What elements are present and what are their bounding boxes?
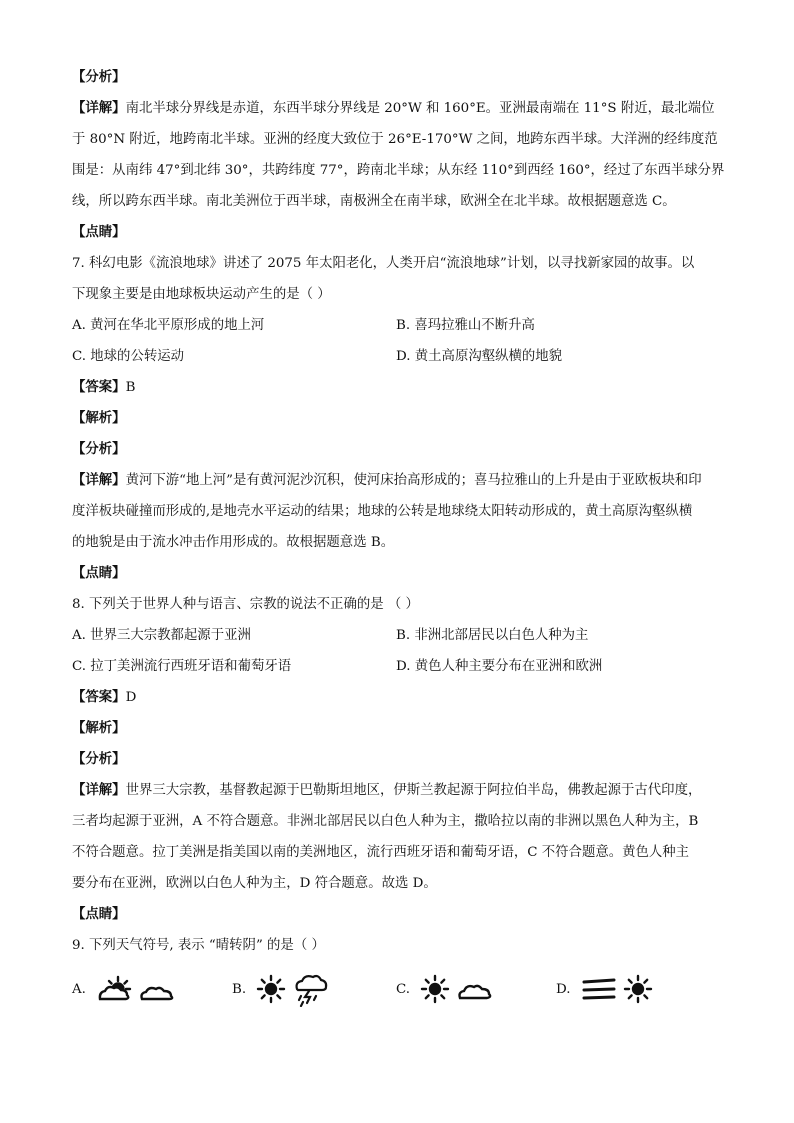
q7-option-a: A. 黄河在华北平原形成的地上河 <box>72 318 265 333</box>
cloud-icon <box>456 976 494 1002</box>
q9-option-a-letter: A. <box>72 981 86 997</box>
q8-options-row <box>72 620 724 651</box>
q7-analysis-heading: 【分析】 <box>72 442 126 457</box>
q6-analysis-heading: 【分析】 <box>72 70 126 85</box>
q6-detail-tag: 【详解】 <box>72 101 126 116</box>
q6-detail-line: 【详解】南北半球分界线是赤道，东西半球分界线是 20°W 和 160°E。亚洲最南端在 11°S 附近，最北端位 <box>72 101 715 116</box>
q8-stem: 8. 下列关于世界人种与语言、宗教的说法不正确的是 （ ） <box>72 597 419 612</box>
q7-options-row <box>72 341 724 372</box>
q8-detail-tag: 【详解】 <box>72 783 126 798</box>
q8-options-row <box>72 651 724 682</box>
q8-option-b: B. 非洲北部居民以白色人种为主 <box>396 628 589 643</box>
q9-option-c <box>396 974 556 1004</box>
q7-detail-line: 度洋板块碰撞而形成的,是地壳水平运动的结果；地球的公转是地球绕太阳转动形成的，黄土高原沟壑纵横 <box>72 504 693 519</box>
q9-option-c-letter: C. <box>396 981 411 997</box>
q8-detail-line: 三者均起源于亚洲，A 不符合题意。非洲北部居民以白色人种为主，撒哈拉以南的非洲以黑色人种为主，B <box>72 814 699 829</box>
q9-stem: 9. 下列天气符号, 表示 “晴转阴” 的是（ ） <box>72 938 325 953</box>
q8-comment-heading: 【点睛】 <box>72 907 126 922</box>
sun-icon <box>256 974 286 1004</box>
q7-explanation-heading: 【解析】 <box>72 411 126 426</box>
q6-comment-heading: 【点睛】 <box>72 225 126 240</box>
q7-detail-line: 【详解】黄河下游“地上河”是有黄河泥沙沉积，使河床抬高形成的；喜马拉雅山的上升是由于亚欧板块和印 <box>72 473 702 488</box>
q7-detail-tag: 【详解】 <box>72 473 126 488</box>
sun-icon <box>623 974 653 1004</box>
q9-option-b-letter: B. <box>232 981 247 997</box>
q7-detail-line: 的地貌是由于流水冲击作用形成的。故根据题意选 B。 <box>72 535 395 550</box>
q8-explanation-heading: 【解析】 <box>72 721 126 736</box>
q7-option-c: C. 地球的公转运动 <box>72 349 185 364</box>
q7-option-b: B. 喜玛拉雅山不断升高 <box>396 318 535 333</box>
q9-option-d-letter: D. <box>556 981 571 997</box>
q9-option-b <box>232 971 396 1007</box>
q8-option-c: C. 拉丁美洲流行西班牙语和葡萄牙语 <box>72 659 292 674</box>
q7-answer: 【答案】B <box>72 380 136 395</box>
partly-cloudy-icon <box>96 974 178 1004</box>
thunderstorm-icon <box>292 971 328 1007</box>
q7-comment-heading: 【点睛】 <box>72 566 126 581</box>
q8-answer: 【答案】D <box>72 690 137 705</box>
q8-analysis-heading: 【分析】 <box>72 752 126 767</box>
sun-icon <box>420 974 450 1004</box>
q8-detail-line: 要分布在亚洲，欧洲以白色人种为主，D 符合题意。故选 D。 <box>72 876 437 891</box>
q7-stem-line: 7. 科幻电影《流浪地球》讲述了 2075 年太阳老化，人类开启“流浪地球”计划，以寻找新家园的故事。以 <box>72 256 695 271</box>
q7-options-row <box>72 310 724 341</box>
q6-detail-line: 线，所以跨东西半球。南北美洲位于西半球，南极洲全在南半球，欧洲全在北半球。故根据题意选 C。 <box>72 194 676 209</box>
document-page <box>72 62 724 1011</box>
q9-options-row <box>72 967 724 1011</box>
q8-option-a: A. 世界三大宗教都起源于亚洲 <box>72 628 251 643</box>
q9-option-d <box>556 974 653 1004</box>
q6-detail-line: 于 80°N 附近，地跨南北半球。亚洲的经度大致位于 26°E-170°W 之间，地跨东西半球。大洋洲的经纬度范 <box>72 132 718 147</box>
q7-stem-line: 下现象主要是由地球板块运动产生的是（ ） <box>72 287 331 302</box>
q7-option-d: D. 黄土高原沟壑纵横的地貌 <box>396 349 563 364</box>
q8-detail-line: 不符合题意。拉丁美洲是指美国以南的美洲地区，流行西班牙语和葡萄牙语，C 不符合题意。黄色人种主 <box>72 845 690 860</box>
q8-option-d: D. 黄色人种主要分布在亚洲和欧洲 <box>396 659 603 674</box>
q9-option-a <box>72 974 232 1004</box>
q6-detail-line: 围是：从南纬 47°到北纬 30°，共跨纬度 77°，跨南北半球；从东经 110°到西经 160°，经过了东西半球分界 <box>72 163 724 178</box>
q8-detail-line: 【详解】世界三大宗教，基督教起源于巴勒斯坦地区，伊斯兰教起源于阿拉伯半岛，佛教起源于古代印度， <box>72 783 702 798</box>
fog-icon <box>581 976 617 1002</box>
